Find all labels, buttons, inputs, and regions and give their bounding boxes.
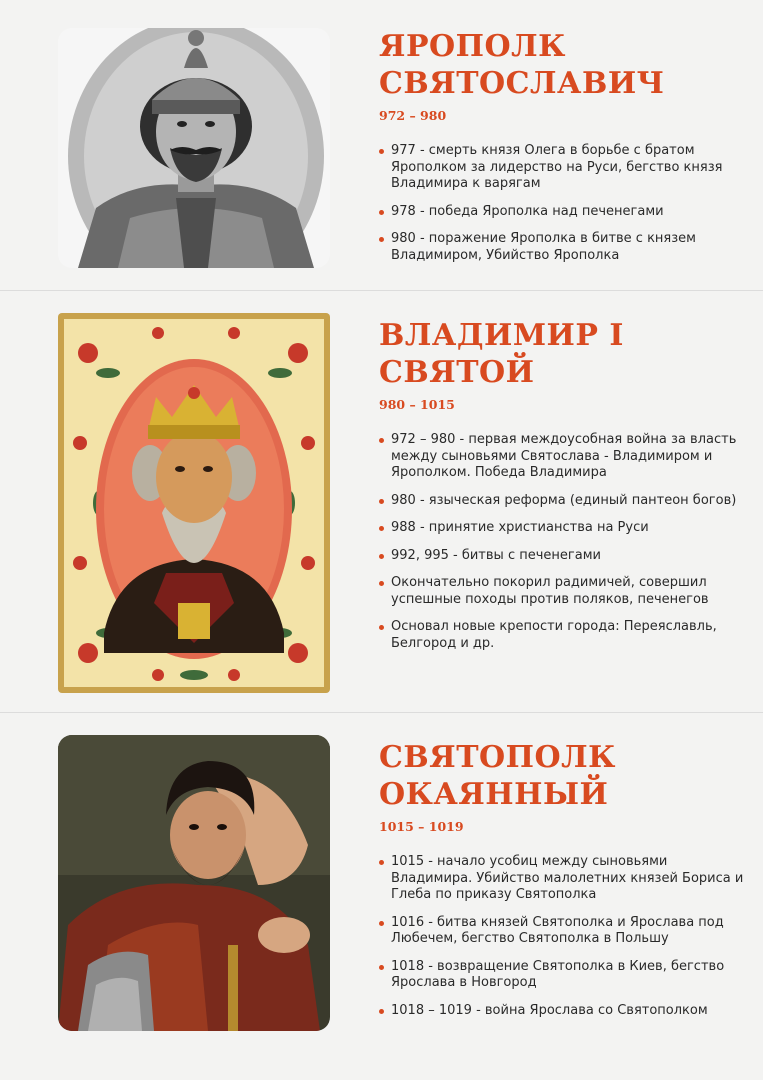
event-item: 1016 - битва князей Святополка и Ярослава под Любечем, бегство Святополка в Польшу bbox=[379, 915, 749, 948]
ruler-name-line1: ЯРОПОЛК bbox=[379, 29, 566, 64]
ruler-name bbox=[379, 739, 749, 813]
portrait-svyatopolk-image bbox=[58, 735, 330, 1031]
events-list bbox=[379, 143, 749, 264]
ruler-name-line1: СВЯТОПОЛК bbox=[379, 740, 616, 775]
portrait-vladimir-image bbox=[58, 313, 330, 693]
events-list bbox=[379, 854, 749, 1019]
ruler-name-line1: ВЛАДИМИР I bbox=[379, 318, 624, 353]
ruler-years: 972 – 980 bbox=[379, 108, 447, 123]
portrait-vladimir bbox=[58, 313, 330, 693]
event-item: 992, 995 - битвы с печенегами bbox=[379, 548, 749, 565]
ruler-text-svyatopolk bbox=[379, 739, 749, 1030]
event-item: 978 - победа Ярополка над печенегами bbox=[379, 204, 749, 221]
ruler-name-line2: ОКАЯННЫЙ bbox=[379, 777, 609, 812]
event-item: 1015 - начало усобиц между сыновьями Владимира. Убийство малолетних князей Бориса и Глеба по приказу Святополка bbox=[379, 854, 749, 904]
ruler-name bbox=[379, 28, 749, 102]
event-item: Основал новые крепости города: Переяславль, Белгород и др. bbox=[379, 619, 749, 652]
event-item: 972 – 980 - первая междоусобная война за власть между сыновьями Святослава - Владимиром и Ярополком. Победа Владимира bbox=[379, 432, 749, 482]
ruler-years: 980 – 1015 bbox=[379, 397, 455, 412]
portrait-yaropolk bbox=[58, 28, 330, 268]
event-item: 1018 - возвращение Святополка в Киев, бегство Ярослава в Новгород bbox=[379, 959, 749, 992]
ruler-years: 1015 – 1019 bbox=[379, 819, 464, 834]
event-item: 977 - смерть князя Олега в борьбе с братом Ярополком за лидерство на Руси, бегство князя Владимира к варягам bbox=[379, 143, 749, 193]
event-item: Окончательно покорил радимичей, совершил успешные походы против поляков, печенегов bbox=[379, 575, 749, 608]
ruler-section-yaropolk bbox=[0, 0, 763, 290]
event-item: 1018 – 1019 - война Ярослава со Святополком bbox=[379, 1003, 749, 1020]
portrait-svyatopolk bbox=[58, 735, 330, 1031]
events-list bbox=[379, 432, 749, 652]
ruler-name bbox=[379, 317, 749, 391]
portrait-yaropolk-image bbox=[58, 28, 330, 268]
ruler-name-line2: СВЯТОЙ bbox=[379, 355, 535, 390]
event-item: 980 - языческая реформа (единый пантеон богов) bbox=[379, 493, 749, 510]
ruler-section-svyatopolk bbox=[0, 713, 763, 1080]
ruler-text-vladimir bbox=[379, 317, 749, 663]
ruler-text-yaropolk bbox=[379, 28, 749, 275]
ruler-name-line2: СВЯТОСЛАВИЧ bbox=[379, 66, 665, 101]
event-item: 988 - принятие христианства на Руси bbox=[379, 520, 749, 537]
event-item: 980 - поражение Ярополка в битве с князем Владимиром, Убийство Ярополка bbox=[379, 231, 749, 264]
ruler-section-vladimir bbox=[0, 291, 763, 712]
